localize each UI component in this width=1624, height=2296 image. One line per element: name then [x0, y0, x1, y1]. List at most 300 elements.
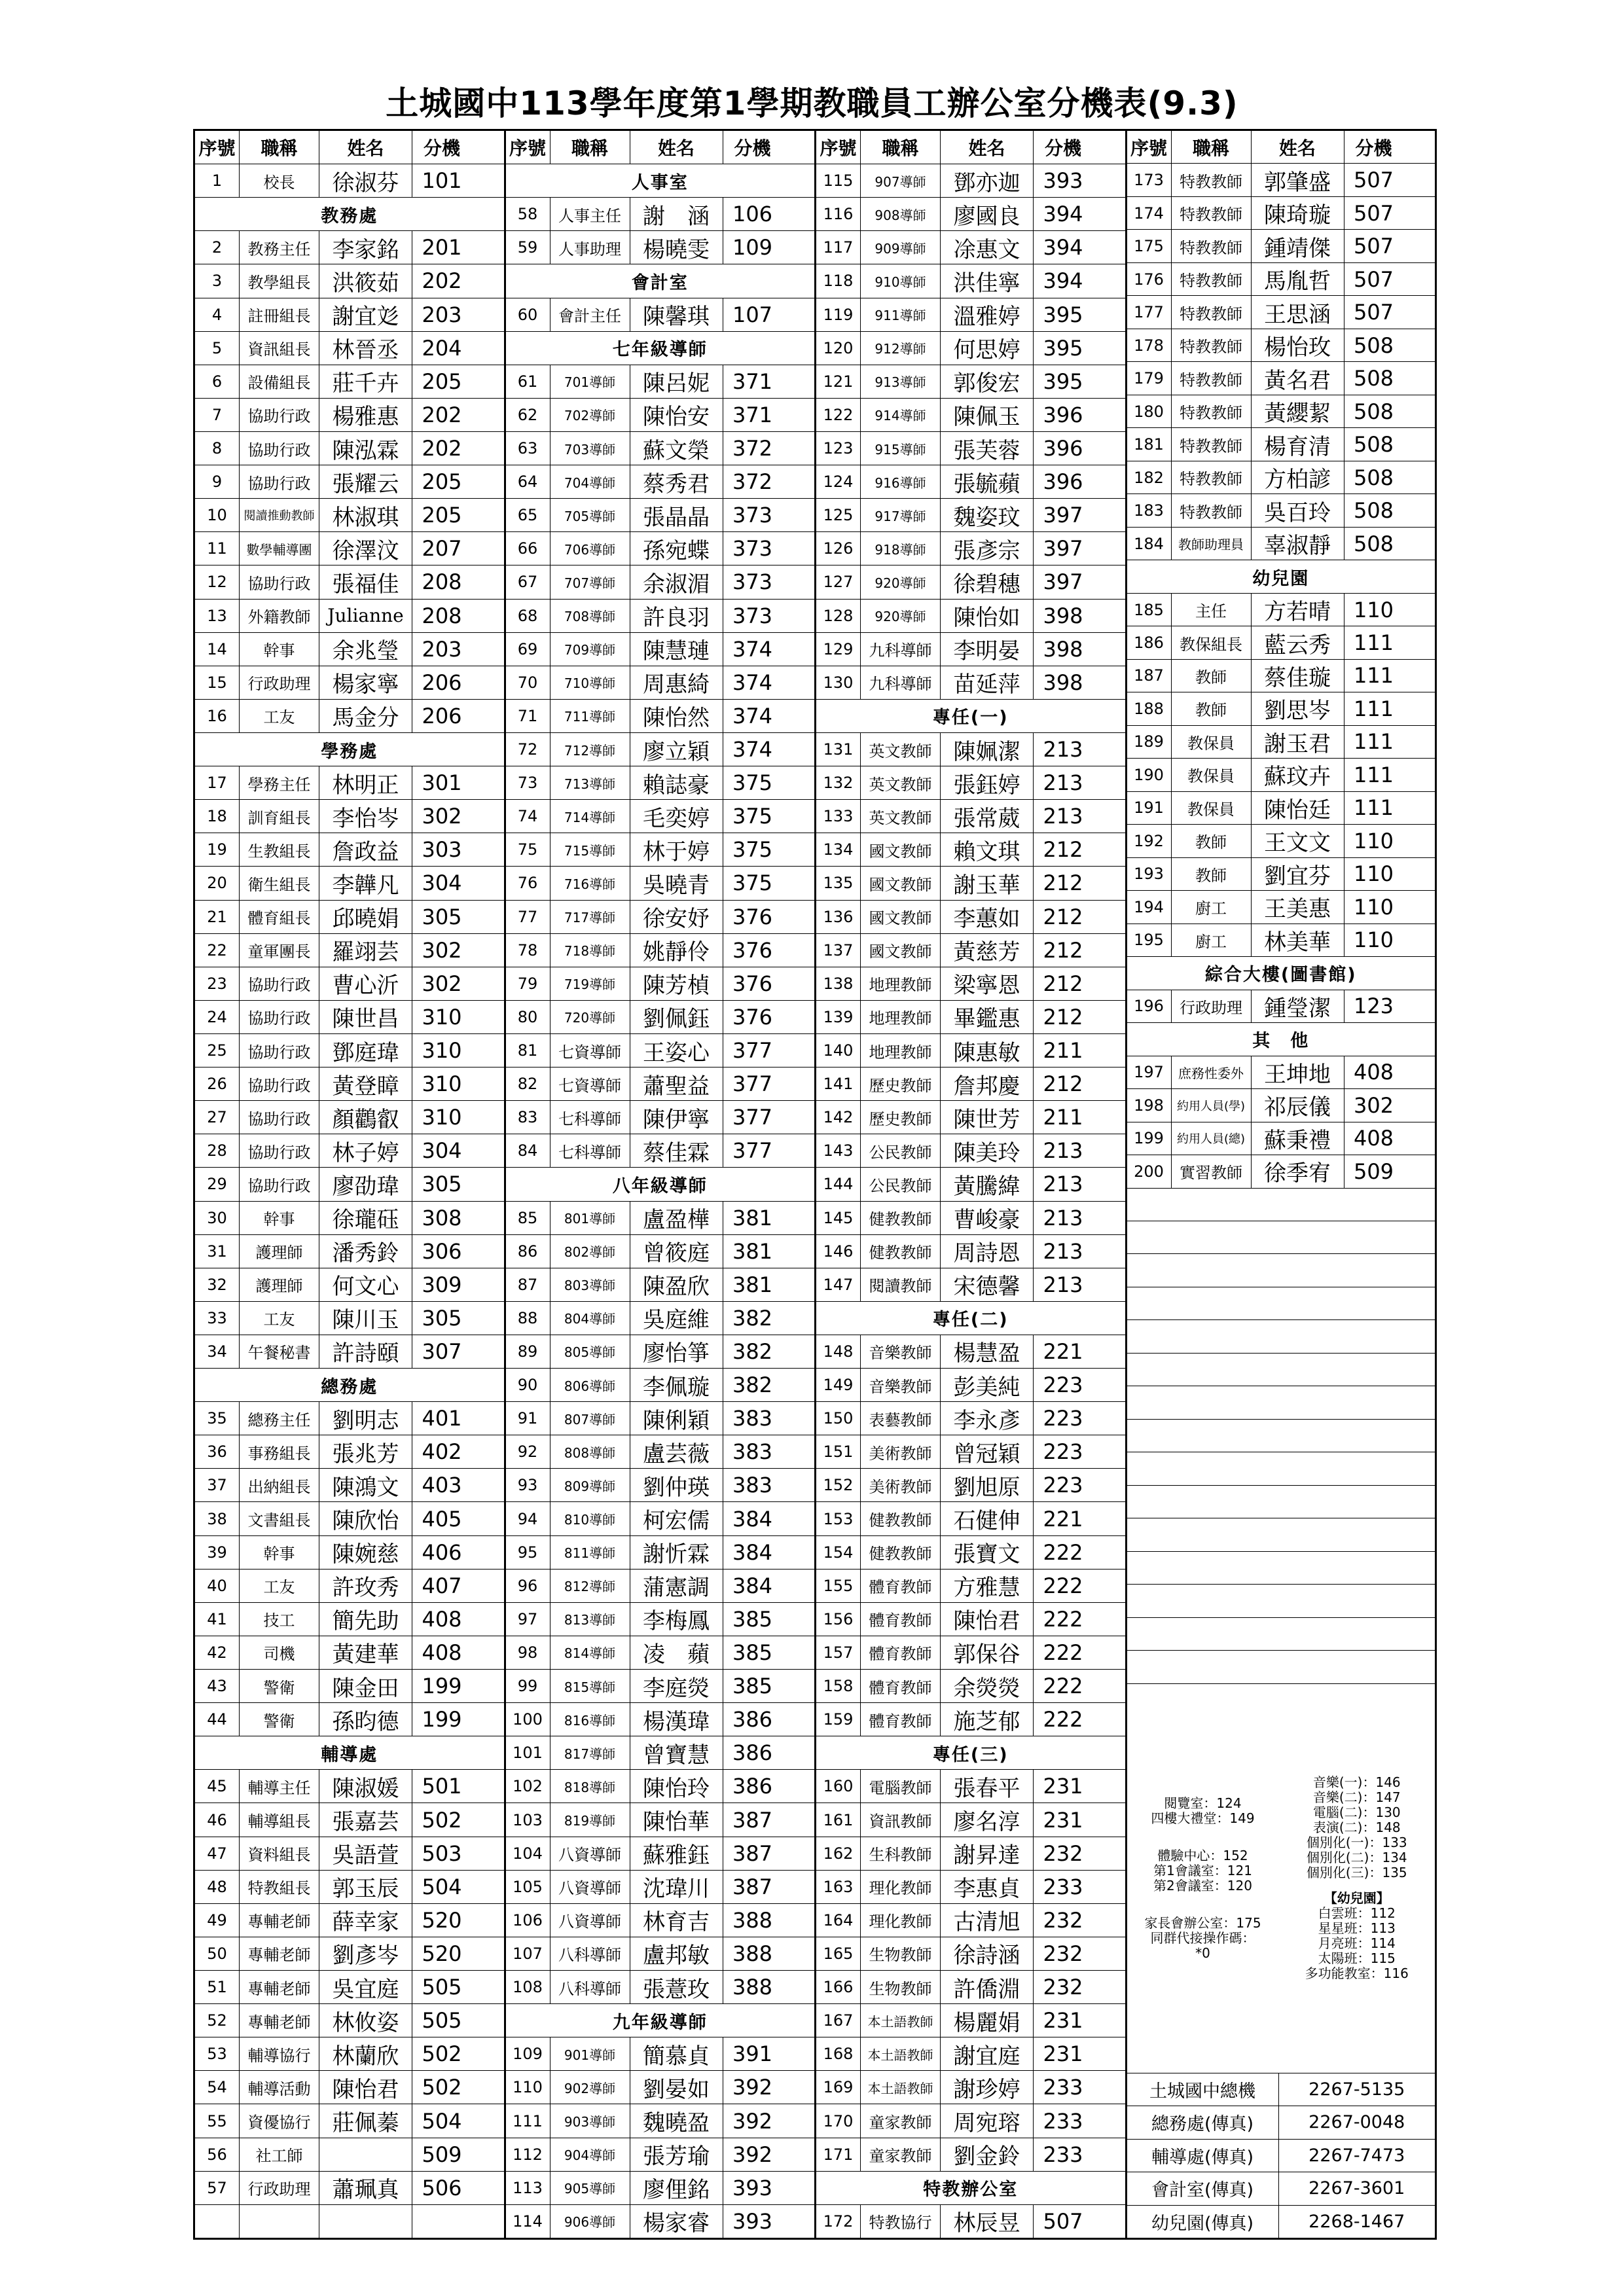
seq-cell: 71 — [506, 700, 550, 732]
ext-cell: 376 — [732, 971, 773, 996]
table-row — [816, 1435, 1125, 1469]
title-cell: 公民教師 — [861, 1168, 941, 1200]
name-cell: 楊慧盈 — [941, 1335, 1034, 1368]
ext-cell: 374 — [732, 703, 773, 728]
seq-cell: 162 — [816, 1837, 861, 1870]
ext-cell: 304 — [422, 870, 462, 896]
info-line: 電腦(二)：130 — [1312, 1804, 1401, 1821]
phone-row — [1127, 2073, 1435, 2106]
name-cell: 凌 蘋 — [630, 1636, 723, 1669]
name-cell: 劉明志 — [319, 1402, 412, 1435]
ext-cell: 203 — [422, 636, 462, 662]
table-row — [506, 800, 815, 833]
seq-cell: 87 — [506, 1268, 550, 1301]
title-cell: 教保員 — [1172, 792, 1252, 824]
seq-cell: 176 — [1127, 263, 1172, 295]
title-cell: 幹事 — [240, 633, 319, 666]
title-cell: 協助行政 — [240, 1134, 319, 1167]
ext-cell: 406 — [422, 1539, 462, 1565]
title-cell: 廚工 — [1172, 924, 1252, 956]
section-header: 輔導處 — [195, 1736, 504, 1770]
title-cell: 特教教師 — [1172, 197, 1252, 229]
table-row — [816, 967, 1125, 1001]
name-cell: 盧邦敏 — [630, 1937, 723, 1970]
ext-cell: 392 — [732, 2075, 773, 2100]
title-cell: 資訊組長 — [240, 332, 319, 365]
title-cell: 九科導師 — [861, 666, 941, 699]
name-cell: 馬胤哲 — [1252, 263, 1344, 295]
title-cell: 813導師 — [550, 1603, 630, 1636]
name-cell: 王思涵 — [1252, 296, 1344, 328]
phone-label: 總務處(傳真) — [1127, 2106, 1279, 2138]
name-cell: 潘秀鈴 — [319, 1235, 412, 1268]
seq-cell: 7 — [195, 399, 240, 431]
title-cell: 實習教師 — [1172, 1155, 1252, 1187]
ext-cell: 387 — [732, 1807, 773, 1833]
seq-cell: 76 — [506, 867, 550, 899]
table-row — [195, 1570, 504, 1603]
title-cell: 特教教師 — [1172, 494, 1252, 526]
name-cell: 許詩頤 — [319, 1335, 412, 1368]
name-cell: 張晶晶 — [630, 499, 723, 531]
title-cell: 815導師 — [550, 1670, 630, 1702]
name-cell: 沈瑋川 — [630, 1871, 723, 1903]
section-header: 總務處 — [195, 1369, 504, 1402]
seq-cell: 164 — [816, 1904, 861, 1937]
seq-cell: 140 — [816, 1034, 861, 1067]
table-row — [1127, 528, 1435, 560]
name-cell: 楊育清 — [1252, 428, 1344, 460]
seq-cell: 39 — [195, 1536, 240, 1569]
name-cell: 吳百玲 — [1252, 494, 1344, 526]
title-cell: 特教教師 — [1172, 296, 1252, 328]
seq-cell: 49 — [195, 1904, 240, 1937]
seq-cell: 117 — [816, 231, 861, 264]
seq-cell: 92 — [506, 1435, 550, 1468]
ext-cell: 394 — [1043, 268, 1083, 294]
seq-cell: 125 — [816, 499, 861, 531]
ext-cell: 221 — [1043, 1338, 1083, 1364]
seq-cell: 106 — [506, 1904, 550, 1937]
ext-cell: 505 — [422, 1975, 462, 2000]
phone-number: 2267-3601 — [1308, 2178, 1405, 2199]
name-cell: 姚靜伶 — [630, 934, 723, 967]
name-cell: 楊怡玫 — [1252, 329, 1344, 361]
name-cell: 徐澤汶 — [319, 532, 412, 565]
ext-cell: 374 — [732, 636, 773, 662]
title-cell: 協助行政 — [240, 399, 319, 431]
info-box — [1127, 1684, 1435, 2073]
empty-row — [1127, 1585, 1435, 1617]
ext-cell: 213 — [1043, 804, 1083, 829]
seq-cell: 6 — [195, 365, 240, 398]
name-cell: 詹邦慶 — [941, 1067, 1034, 1100]
info-line: 體驗中心：152 — [1157, 1847, 1248, 1863]
seq-cell: 123 — [816, 432, 861, 465]
ext-cell: 110 — [1353, 861, 1394, 887]
seq-cell: 200 — [1127, 1155, 1172, 1187]
seq-cell: 157 — [816, 1636, 861, 1669]
table-row — [195, 465, 504, 499]
ext-cell: 204 — [422, 335, 462, 361]
seq-cell: 115 — [816, 164, 861, 197]
ext-cell: 387 — [732, 1840, 773, 1866]
seq-cell: 41 — [195, 1603, 240, 1636]
empty-row — [1127, 1651, 1435, 1683]
table-row — [506, 432, 815, 465]
seq-cell: 138 — [816, 967, 861, 1000]
title-cell: 行政助理 — [240, 666, 319, 699]
seq-cell: 105 — [506, 1871, 550, 1903]
title-cell: 教保組長 — [1172, 626, 1252, 658]
title-cell: 教保員 — [1172, 726, 1252, 758]
title-cell: 輔導活動 — [240, 2071, 319, 2104]
seq-cell: 120 — [816, 332, 861, 365]
seq-cell: 150 — [816, 1402, 861, 1435]
table-row — [1127, 230, 1435, 262]
name-cell: 余淑湄 — [630, 565, 723, 598]
title-cell: 809導師 — [550, 1469, 630, 1501]
table-row — [506, 198, 815, 231]
ext-cell: 373 — [732, 536, 773, 562]
title-cell: 917導師 — [861, 499, 941, 531]
table-row — [1127, 1089, 1435, 1122]
table-row — [195, 2071, 504, 2104]
table-row — [1127, 660, 1435, 692]
seq-cell: 185 — [1127, 594, 1172, 626]
name-cell: 李家銘 — [319, 231, 412, 264]
table-column-2 — [506, 131, 817, 2238]
title-cell: 音樂教師 — [861, 1335, 941, 1368]
name-cell: 陳世昌 — [319, 1001, 412, 1033]
title-cell: 教學組長 — [240, 264, 319, 297]
title-cell: 教保員 — [1172, 759, 1252, 791]
name-cell: 曾冠穎 — [941, 1435, 1034, 1468]
name-cell: 陳琦璇 — [1252, 197, 1344, 229]
table-row — [506, 1770, 815, 1803]
ext-cell: 384 — [732, 1506, 773, 1532]
ext-cell: 109 — [732, 235, 773, 260]
table-row — [816, 164, 1125, 198]
seq-cell: 19 — [195, 833, 240, 866]
table-row — [195, 1636, 504, 1670]
ext-cell: 371 — [732, 402, 773, 427]
title-cell: 理化教師 — [861, 1904, 941, 1937]
table-row — [195, 399, 504, 432]
ext-cell: 372 — [732, 469, 773, 495]
seq-cell: 42 — [195, 1636, 240, 1669]
table-row — [195, 1904, 504, 1937]
name-cell: 林蘭欣 — [319, 2037, 412, 2070]
title-cell: 專輔老師 — [240, 1904, 319, 1937]
page-title: 土城國中113學年度第1學期教職員工辦公室分機表(9.3) — [386, 84, 1238, 122]
ext-cell: 305 — [422, 904, 462, 929]
ext-cell: 502 — [422, 2075, 462, 2100]
header-seq: 序號 — [816, 131, 861, 164]
title-cell: 午餐秘書 — [240, 1335, 319, 1368]
name-cell: 莊千卉 — [319, 365, 412, 398]
title-cell: 警衛 — [240, 1670, 319, 1702]
table-row — [195, 901, 504, 934]
table-row — [506, 833, 815, 867]
ext-cell: 408 — [422, 1606, 462, 1632]
seq-cell: 15 — [195, 666, 240, 699]
name-cell: 謝忻霖 — [630, 1536, 723, 1569]
name-cell: 林美華 — [1252, 924, 1344, 956]
seq-cell: 91 — [506, 1402, 550, 1435]
seq-cell: 54 — [195, 2071, 240, 2104]
ext-cell: 111 — [1353, 729, 1394, 755]
name-cell: 劉思岑 — [1252, 692, 1344, 725]
title-cell: 學務主任 — [240, 766, 319, 799]
table-row — [816, 1402, 1125, 1435]
ext-cell: 223 — [1043, 1439, 1083, 1465]
phone-number: 2268-1467 — [1308, 2211, 1405, 2232]
ext-cell: 507 — [1353, 234, 1394, 259]
ext-cell: 123 — [1353, 994, 1394, 1019]
table-row — [506, 465, 815, 499]
seq-cell: 130 — [816, 666, 861, 699]
seq-cell: 114 — [506, 2205, 550, 2238]
table-row — [816, 231, 1125, 264]
ext-cell: 213 — [1043, 1205, 1083, 1230]
seq-cell: 9 — [195, 465, 240, 498]
name-cell: 林子婷 — [319, 1134, 412, 1167]
title-cell: 外籍教師 — [240, 600, 319, 632]
ext-cell: 213 — [1043, 737, 1083, 762]
seq-cell: 121 — [816, 365, 861, 398]
seq-cell: 44 — [195, 1703, 240, 1736]
title-cell: 協助行政 — [240, 1101, 319, 1134]
title-cell: 庶務性委外 — [1172, 1056, 1252, 1088]
ext-cell: 223 — [1043, 1406, 1083, 1431]
title-cell: 健教教師 — [861, 1202, 941, 1234]
header-seq: 序號 — [506, 131, 550, 164]
table-row — [506, 2071, 815, 2104]
title-cell: 902導師 — [550, 2071, 630, 2104]
seq-cell: 198 — [1127, 1089, 1172, 1121]
table-row — [816, 2205, 1125, 2238]
ext-cell: 203 — [422, 302, 462, 327]
ext-cell: 222 — [1043, 1674, 1083, 1699]
name-cell: 陳怡廷 — [1252, 792, 1344, 824]
name-cell: 簡先助 — [319, 1603, 412, 1636]
ext-cell: 199 — [422, 1707, 462, 1732]
table-row — [1127, 461, 1435, 494]
name-cell: 蘇雅鈺 — [630, 1837, 723, 1870]
table-row — [195, 1703, 504, 1736]
name-cell: 張彥宗 — [941, 532, 1034, 565]
name-cell: 孫宛蝶 — [630, 532, 723, 565]
seq-cell: 169 — [816, 2071, 861, 2104]
name-cell: 陳慧璉 — [630, 633, 723, 666]
title-cell: 806導師 — [550, 1369, 630, 1401]
title-cell: 八資導師 — [550, 1904, 630, 1937]
ext-cell: 386 — [732, 1740, 773, 1766]
info-line: 閱覽室：124 — [1164, 1795, 1242, 1811]
seq-cell: 107 — [506, 1937, 550, 1970]
ext-cell: 208 — [422, 603, 462, 628]
seq-cell: 53 — [195, 2037, 240, 2070]
seq-cell: 29 — [195, 1168, 240, 1200]
name-cell: 謝昇達 — [941, 1837, 1034, 1870]
name-cell: 楊曉雯 — [630, 231, 723, 264]
table-row — [195, 2138, 504, 2172]
table-row — [816, 1703, 1125, 1736]
section-header: 專任(三) — [816, 1736, 1125, 1770]
seq-cell: 194 — [1127, 891, 1172, 923]
name-cell: 李怡岑 — [319, 800, 412, 833]
ext-cell: 212 — [1043, 1004, 1083, 1030]
ext-cell: 213 — [1043, 1238, 1083, 1264]
seq-cell: 197 — [1127, 1056, 1172, 1088]
name-cell: 莊佩蓁 — [319, 2104, 412, 2137]
info-line: 家長會辦公室：175 — [1144, 1914, 1261, 1931]
title-cell: 912導師 — [861, 332, 941, 365]
name-cell: 林育吉 — [630, 1904, 723, 1937]
seq-cell: 156 — [816, 1603, 861, 1636]
seq-cell: 171 — [816, 2138, 861, 2171]
table-row — [816, 1803, 1125, 1837]
table-row — [816, 1871, 1125, 1904]
phone-label: 輔導處(傳真) — [1127, 2140, 1279, 2172]
seq-cell: 182 — [1127, 461, 1172, 493]
seq-cell: 136 — [816, 901, 861, 933]
seq-cell: 90 — [506, 1369, 550, 1401]
seq-cell: 31 — [195, 1235, 240, 1268]
title-cell: 特教教師 — [1172, 395, 1252, 427]
table-row — [816, 432, 1125, 465]
info-line: 第2會議室：120 — [1153, 1877, 1252, 1893]
name-cell: 謝玉君 — [1252, 726, 1344, 758]
seq-cell: 66 — [506, 532, 550, 565]
section-header: 幼兒園 — [1127, 560, 1435, 593]
name-cell: 謝 涵 — [630, 198, 723, 230]
seq-cell: 57 — [195, 2172, 240, 2204]
name-cell: 陳姵潔 — [941, 733, 1034, 766]
section-header: 教務處 — [195, 198, 504, 231]
ext-cell: 408 — [422, 1640, 462, 1665]
name-cell: 藍云秀 — [1252, 626, 1344, 658]
ext-cell: 302 — [422, 937, 462, 963]
ext-cell: 222 — [1043, 1573, 1083, 1598]
header-ext: 分機 — [1044, 137, 1081, 160]
title-cell: 913導師 — [861, 365, 941, 398]
table-row — [195, 2004, 504, 2037]
seq-cell: 36 — [195, 1435, 240, 1468]
ext-cell: 232 — [1043, 1907, 1083, 1933]
seq-cell: 72 — [506, 733, 550, 766]
seq-cell: 83 — [506, 1101, 550, 1134]
title-cell: 807導師 — [550, 1402, 630, 1435]
ext-cell: 504 — [422, 2108, 462, 2134]
title-cell: 資優協行 — [240, 2104, 319, 2137]
table-row — [1127, 594, 1435, 626]
name-cell: 宋德馨 — [941, 1268, 1034, 1301]
ext-cell: 388 — [732, 1907, 773, 1933]
title-cell: 設備組長 — [240, 365, 319, 398]
info-line: *0 — [1195, 1945, 1210, 1961]
title-cell: 體育教師 — [861, 1570, 941, 1602]
ext-cell: 212 — [1043, 904, 1083, 929]
name-cell: 余兆瑩 — [319, 633, 412, 666]
table-row — [816, 2004, 1125, 2037]
ext-cell: 232 — [1043, 1840, 1083, 1866]
ext-cell: 231 — [1043, 2041, 1083, 2067]
table-row — [816, 800, 1125, 833]
title-cell: 協助行政 — [240, 432, 319, 465]
table-row — [195, 666, 504, 700]
seq-cell: 10 — [195, 499, 240, 531]
name-cell: 羅翊芸 — [319, 934, 412, 967]
name-cell: 劉仲瑛 — [630, 1469, 723, 1501]
ext-cell: 507 — [1353, 300, 1394, 325]
seq-cell: 82 — [506, 1067, 550, 1100]
title-cell: 910導師 — [861, 264, 941, 297]
seq-cell: 11 — [195, 532, 240, 565]
phone-row — [1127, 2206, 1435, 2238]
name-cell: 黃纓絜 — [1252, 395, 1344, 427]
ext-cell: 395 — [1043, 335, 1083, 361]
section-header: 七年級導師 — [506, 332, 815, 365]
ext-cell: 502 — [422, 1807, 462, 1833]
ext-cell: 377 — [732, 1105, 773, 1130]
title-cell: 八資導師 — [550, 1871, 630, 1903]
name-cell: 陳芳楨 — [630, 967, 723, 1000]
name-cell: 楊家寧 — [319, 666, 412, 699]
title-cell: 708導師 — [550, 600, 630, 632]
empty-row — [1127, 1354, 1435, 1386]
seq-cell: 143 — [816, 1134, 861, 1167]
title-cell: 協助行政 — [240, 565, 319, 598]
seq-cell: 67 — [506, 565, 550, 598]
title-cell: 輔導協行 — [240, 2037, 319, 2070]
seq-cell: 155 — [816, 1570, 861, 1602]
title-cell: 713導師 — [550, 766, 630, 799]
name-cell: 陳淑媛 — [319, 1770, 412, 1803]
table-row — [506, 1837, 815, 1871]
table-row — [195, 1101, 504, 1134]
table-row — [195, 264, 504, 298]
name-cell: 柯宏儒 — [630, 1502, 723, 1535]
name-cell: 陳佩玉 — [941, 399, 1034, 431]
table-row — [816, 1101, 1125, 1134]
name-cell: 謝宜庭 — [941, 2037, 1034, 2070]
title-cell: 協助行政 — [240, 967, 319, 1000]
name-cell — [319, 2138, 412, 2171]
title-cell: 約用人員(總) — [1172, 1122, 1252, 1155]
table-row — [506, 2172, 815, 2205]
ext-cell: 385 — [732, 1674, 773, 1699]
table-row — [506, 231, 815, 264]
table-row — [506, 1335, 815, 1369]
table-row — [816, 332, 1125, 365]
name-cell: 周宛瑢 — [941, 2104, 1034, 2137]
name-cell: 王美惠 — [1252, 891, 1344, 923]
name-cell: 曹心沂 — [319, 967, 412, 1000]
title-cell: 行政助理 — [240, 2172, 319, 2204]
ext-cell: 398 — [1043, 603, 1083, 628]
ext-cell: 309 — [422, 1272, 462, 1297]
title-cell: 908導師 — [861, 198, 941, 230]
ext-cell: 233 — [1043, 2108, 1083, 2134]
title-cell: 歷史教師 — [861, 1101, 941, 1134]
title-cell: 901導師 — [550, 2037, 630, 2070]
table-row — [1127, 494, 1435, 527]
seq-cell: 108 — [506, 1971, 550, 2003]
empty-row — [1127, 1420, 1435, 1452]
table-row — [816, 1268, 1125, 1302]
